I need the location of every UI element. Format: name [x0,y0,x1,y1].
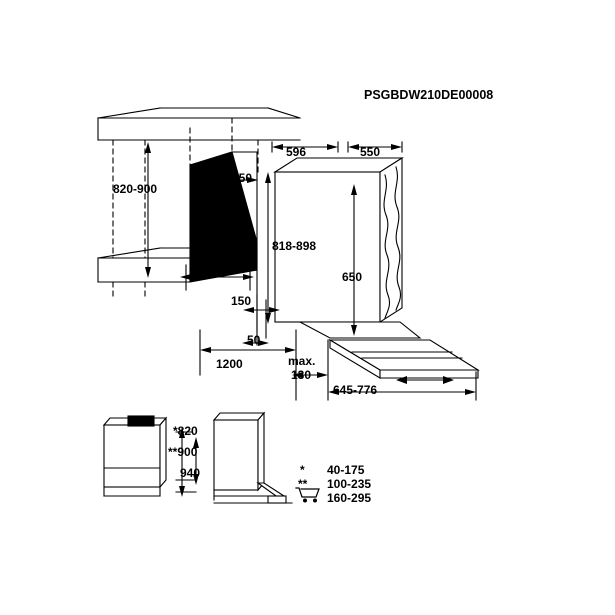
front-view-height-900: **900 [168,445,198,459]
dimension-596: 596 [286,145,307,159]
dimension-niche-width: 600 [201,265,222,279]
dimension-door-height: 650 [342,270,363,284]
legend-value-double: 100-235 [327,477,372,491]
dimension-niche-height: 820-900 [113,182,158,196]
front-view-height-820: *820 [173,424,198,438]
dimension-min-depth: min. 550 [204,171,253,185]
dimension-door-open-depth: 645-776 [333,383,378,397]
dimension-50: 50 [247,333,261,347]
dimension-appliance-height: 818-898 [272,239,317,253]
legend-marker-double: ** [298,477,308,491]
dimension-max-130-line1: max. [288,354,316,368]
front-view-height-940: 940 [180,466,201,480]
drawing-code: PSGBDW210DE00008 [364,88,494,102]
dimension-1200: 1200 [216,357,243,371]
legend-value-cart: 160-295 [327,491,372,505]
dimension-550: 550 [360,145,381,159]
dimension-150: 150 [231,294,252,308]
dimension-max-130-line2: 130 [291,368,312,382]
legend-value-single: 40-175 [327,463,365,477]
legend-marker-single: * [300,463,305,477]
